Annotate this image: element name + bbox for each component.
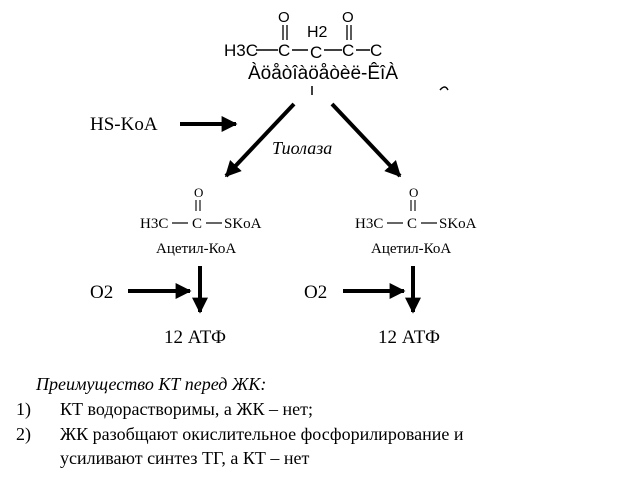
note-item-2-text: ЖК разобщают окислительное фосфорилирование и [60, 424, 464, 444]
right-o2-label: O2 [304, 282, 328, 303]
left-acetyl-coa-branch [90, 185, 262, 348]
note-item-1-number: 1) [16, 399, 31, 419]
top-h3c-label: H3C [224, 41, 259, 60]
top-tail-label: C [370, 41, 383, 60]
top-o2-label: O [342, 9, 354, 26]
note-title: Преимущество КТ перед ЖК: [36, 374, 267, 394]
right-acetyl-skoa-label: SKoA [439, 216, 477, 232]
left-acetyl-skoa-label: SKoA [224, 216, 262, 232]
right-acetyl-coa-branch [304, 185, 477, 348]
note-item-1-text: КТ водорастворимы, а ЖК – нет; [60, 399, 313, 419]
right-split-arrow [332, 104, 400, 176]
thiolase-reaction [90, 86, 400, 176]
left-acetyl-coa-label: Ацетил-КоА [156, 241, 237, 257]
left-acetyl-o-label: O [194, 185, 204, 200]
left-o2-label: O2 [90, 282, 114, 303]
right-acetyl-c-label: C [407, 216, 418, 232]
right-acetyl-o-label: O [409, 185, 419, 200]
advantages-note [16, 374, 464, 468]
note-item-2-number: 2) [16, 424, 31, 444]
left-acetyl-c-label: C [192, 216, 203, 232]
top-edge-fragment [440, 87, 448, 90]
top-ch2-label: H2 [307, 24, 328, 41]
top-c2-label: C [310, 43, 323, 62]
top-c3-label: C [342, 41, 355, 60]
right-acetyl-coa-label: Ацетил-КоА [371, 241, 452, 257]
right-atp-label: 12 АТФ [378, 327, 441, 348]
left-atp-label: 12 АТФ [164, 327, 227, 348]
thiolase-label: Тиолаза [272, 138, 333, 158]
hs-koa-label: HS-KoA [90, 114, 158, 135]
note-item-2-continuation: усиливают синтез ТГ, а КТ – нет [60, 448, 310, 468]
top-c1-label: C [278, 41, 291, 60]
acetoacetyl-coa-structure [224, 9, 448, 90]
top-o1-label: O [278, 9, 290, 26]
left-acetyl-h3c-label: H3C [140, 216, 169, 232]
top-molecule-name: Àöåòîàöåòèë-ÊîÀ [248, 63, 399, 84]
right-acetyl-h3c-label: H3C [355, 216, 384, 232]
